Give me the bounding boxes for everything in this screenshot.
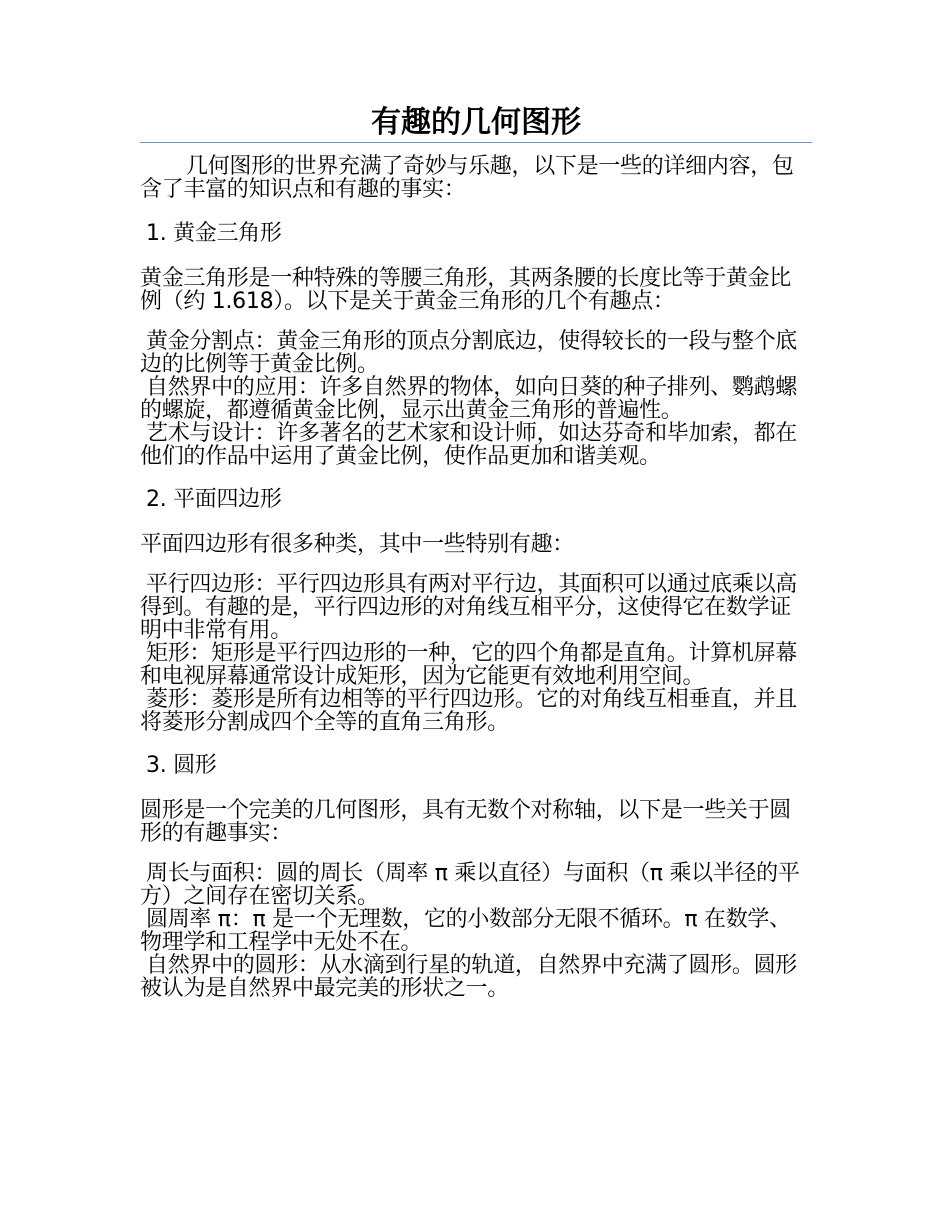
bullet-list [140,862,812,1000]
list-item: 菱形：菱形是所有边相等的平行四边形。它的对角线互相垂直，并且将菱形分割成四个全等的直角三角形。 [140,687,798,735]
section-heading: 3. 圆形 [146,753,217,778]
intro-paragraph: 几何图形的世界充满了奇妙与乐趣，以下是一些的详细内容，包含了丰富的知识点和有趣的事实： [140,154,794,202]
title-underline [140,142,812,143]
list-item: 艺术与设计：许多著名的艺术家和设计师，如达芬奇和毕加索，都在他们的作品中运用了黄金比例，使作品更加和谐美观。 [140,421,798,469]
list-item: 周长与面积：圆的周长（周率 π 乘以直径）与面积（π 乘以半径的平方）之间存在密切关系。 [140,861,800,909]
section-heading: 1. 黄金三角形 [146,221,282,246]
list-item: 矩形：矩形是平行四边形的一种，它的四个角都是直角。计算机屏幕和电视屏幕通常设计成矩形，因为它能更有效地利用空间。 [140,641,798,689]
list-item: 自然界中的应用：许多自然界的物体，如向日葵的种子排列、鹦鹉螺的螺旋，都遵循黄金比例，显示出黄金三角形的普遍性。 [140,375,798,423]
page-title: 有趣的几何图形 [371,105,581,140]
list-item: 平行四边形：平行四边形具有两对平行边，其面积可以通过底乘以高得到。有趣的是，平行四边形的对角线互相平分，这使得它在数学证明中非常有用。 [140,572,798,643]
section-paragraph: 黄金三角形是一种特殊的等腰三角形，其两条腰的长度比等于黄金比例（约 1.618）。以下是关于黄金三角形的几个有趣点： [140,266,792,314]
list-item: 自然界中的圆形：从水滴到行星的轨道，自然界中充满了圆形。圆形被认为是自然界中最完美的形状之一。 [140,953,798,1001]
bullet-list [140,573,812,734]
list-item: 圆周率 π：π 是一个无理数，它的小数部分无限不循环。π 在数学、物理学和工程学中无处不在。 [140,907,791,955]
section-paragraph: 平面四边形有很多种类，其中一些特别有趣： [140,532,575,557]
bullet-list [140,330,812,468]
document-page [140,100,812,1017]
list-item: 黄金分割点：黄金三角形的顶点分割底边，使得较长的一段与整个底边的比例等于黄金比例。 [140,329,798,377]
section-heading: 2. 平面四边形 [146,487,282,512]
section-paragraph: 圆形是一个完美的几何图形，具有无数个对称轴，以下是一些关于圆形的有趣事实： [140,798,792,846]
